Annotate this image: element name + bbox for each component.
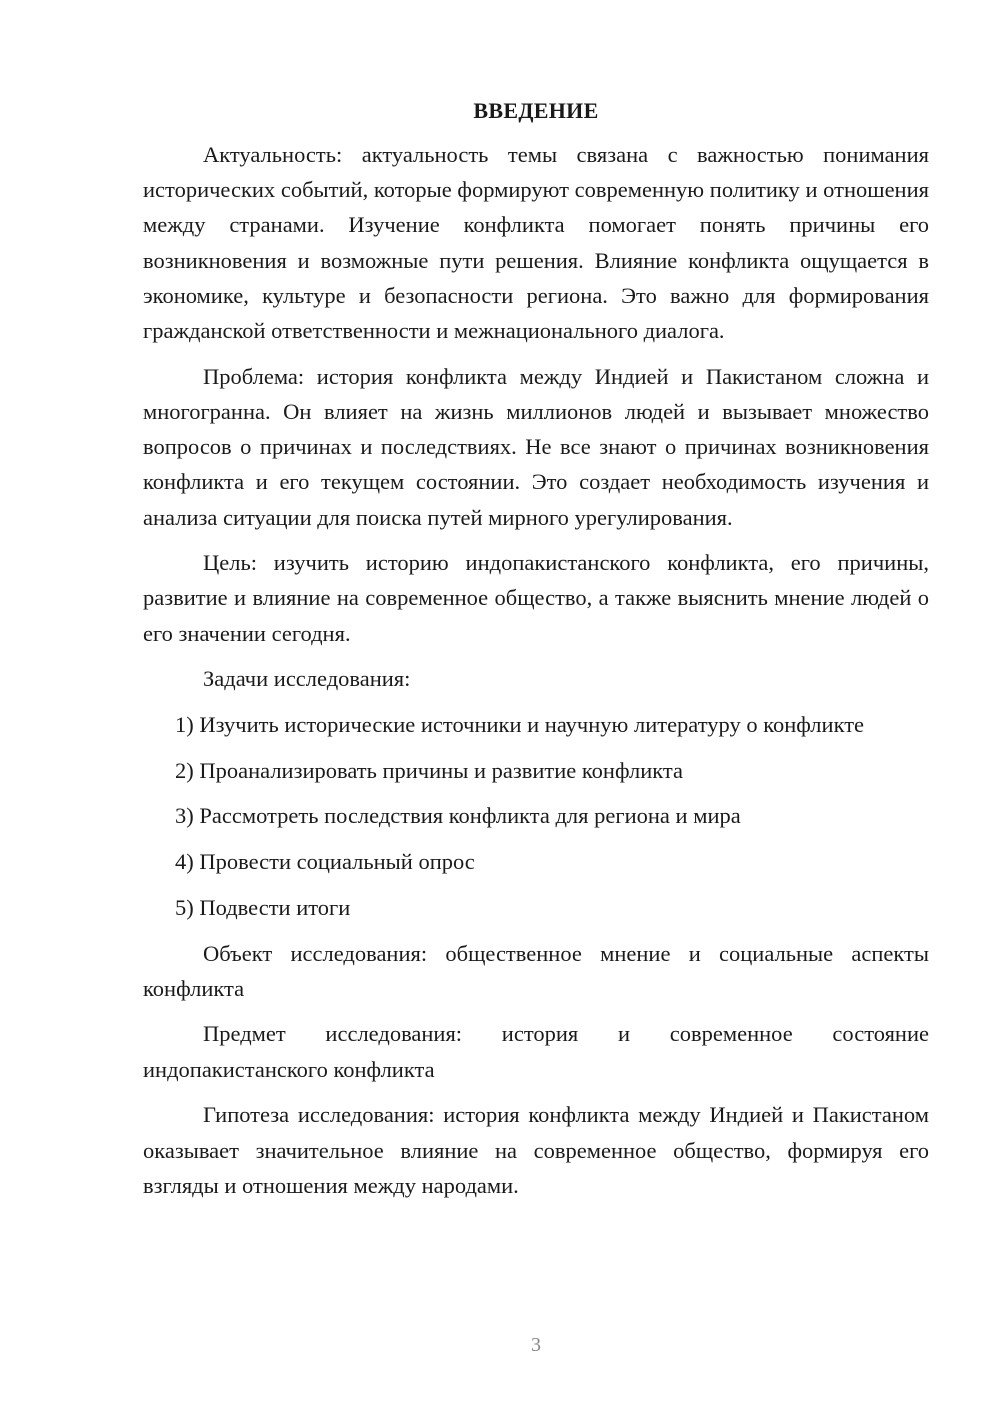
section-title: ВВЕДЕНИЕ	[473, 98, 599, 123]
task-item-3: 3) Рассмотреть последствия конфликта для региона и мира	[175, 803, 741, 829]
object-paragraph: Объект исследования: общественное мнение и социальные аспекты конфликта	[143, 940, 929, 1001]
task-item-5: 5) Подвести итоги	[175, 894, 351, 920]
problem-paragraph: Проблема: история конфликта между Индией и Пакистаном сложна и многогранна. Он влияет на жизнь миллионов людей и вызывает множество вопросов о причинах и последствиях. Не все знают о причинах возникновения конфликта и его текущем состоянии. Это создает необходимость изучения и анализа ситуации для поиска путей мирного урегулирования.	[143, 363, 929, 530]
task-item-2: 2) Проанализировать причины и развитие конфликта	[175, 757, 683, 783]
hypothesis-paragraph: Гипотеза исследования: история конфликта между Индией и Пакистаном оказывает значительное влияние на современное общество, формируя его взгляды и отношения между народами.	[143, 1102, 929, 1198]
relevance-paragraph: Актуальность: актуальность темы связана с важностью понимания исторических событий, которые формируют современную политику и отношения между странами. Изучение конфликта помогает понять причины его возникновения и возможные пути решения. Влияние конфликта ощущается в экономике, культуре и безопасности региона. Это важно для формирования гражданской ответственности и межнационального диалога.	[143, 142, 929, 344]
subject-paragraph: Предмет исследования: история и современное состояние индопакистанского конфликта	[143, 1021, 929, 1082]
task-item-1: 1) Изучить исторические источники и научную литературу о конфликте	[175, 712, 865, 738]
task-item-4: 4) Провести социальный опрос	[175, 849, 475, 875]
document-page	[143, 95, 929, 1203]
goal-paragraph: Цель: изучить историю индопакистанского конфликта, его причины, развитие и влияние на современное общество, а также выяснить мнение людей о его значении сегодня.	[143, 550, 929, 646]
page-number: 3	[531, 1334, 541, 1356]
tasks-heading: Задачи исследования:	[203, 666, 411, 692]
